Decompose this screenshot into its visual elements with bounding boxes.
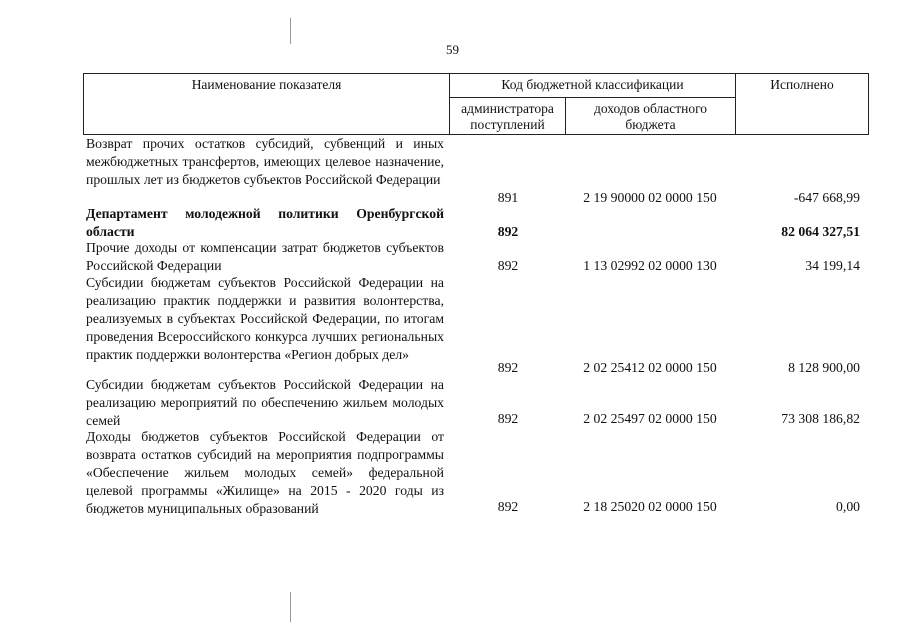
row-admin-code: 892 xyxy=(497,499,519,514)
header-admin-column: администратора поступлений xyxy=(450,98,566,135)
row-name: Субсидии бюджетам субъектов Российской Федерации на реализацию мероприятий по обеспечению жильем молодых семей xyxy=(86,377,444,428)
scan-mark-top xyxy=(290,18,291,44)
row-amount: 82 064 327,51 xyxy=(781,224,860,239)
row-amount: 34 199,14 xyxy=(805,258,860,273)
row-income-code: 2 19 90000 02 0000 150 xyxy=(583,190,717,205)
table-row xyxy=(86,135,866,207)
row-name: Доходы бюджетов субъектов Российской Федерации от возврата остатков субсидий на мероприятия подпрограммы «Обеспечение жильем молодых семей» федеральной целевой программы «Жилище» на 2015 - 2020 годы из бюджетов муниципальных образований xyxy=(86,429,444,516)
table-row xyxy=(86,239,866,275)
header-name-column: Наименование показателя xyxy=(84,74,450,135)
row-amount: -647 668,99 xyxy=(793,190,860,205)
scan-mark-bottom xyxy=(290,592,291,622)
table-row-department xyxy=(86,205,866,241)
row-income-code: 1 13 02992 02 0000 130 xyxy=(583,258,717,273)
row-admin-code: 892 xyxy=(497,360,519,375)
table-row xyxy=(86,428,866,516)
row-income-code: 2 02 25412 02 0000 150 xyxy=(583,360,717,375)
row-name: Субсидии бюджетам субъектов Российской Федерации на реализацию практик поддержки и развития волонтерства, реализуемых в субъектах Российской Федерации, по итогам проведения Всероссийского конкурса лучших региональных практик поддержки волонтерства «Регион добрых дел» xyxy=(86,275,444,362)
row-income-code: 2 02 25497 02 0000 150 xyxy=(583,411,717,426)
row-amount: 73 308 186,82 xyxy=(781,411,860,426)
row-admin-code: 892 xyxy=(497,224,519,239)
table-row xyxy=(86,274,866,377)
row-admin-code: 892 xyxy=(497,411,519,426)
row-income-code: 2 18 25020 02 0000 150 xyxy=(583,499,717,514)
header-income-column: доходов областного бюджета xyxy=(566,98,736,135)
header-code-group: Код бюджетной классификации xyxy=(450,74,736,98)
row-admin-code: 892 xyxy=(497,258,519,273)
row-amount: 0,00 xyxy=(836,499,860,514)
row-admin-code: 891 xyxy=(497,190,519,205)
table-header xyxy=(83,73,869,135)
row-name: Департамент молодежной политики Оренбургской области xyxy=(86,206,444,239)
row-name: Возврат прочих остатков субсидий, субвенций и иных межбюджетных трансфертов, имеющих целевое назначение, прошлых лет из бюджетов субъектов Российской Федерации xyxy=(86,136,444,187)
header-executed-column: Исполнено xyxy=(736,74,869,135)
page-number: 59 xyxy=(446,42,459,57)
row-amount: 8 128 900,00 xyxy=(788,360,860,375)
table-row xyxy=(86,376,866,428)
row-name: Прочие доходы от компенсации затрат бюджетов субъектов Российской Федерации xyxy=(86,240,444,273)
